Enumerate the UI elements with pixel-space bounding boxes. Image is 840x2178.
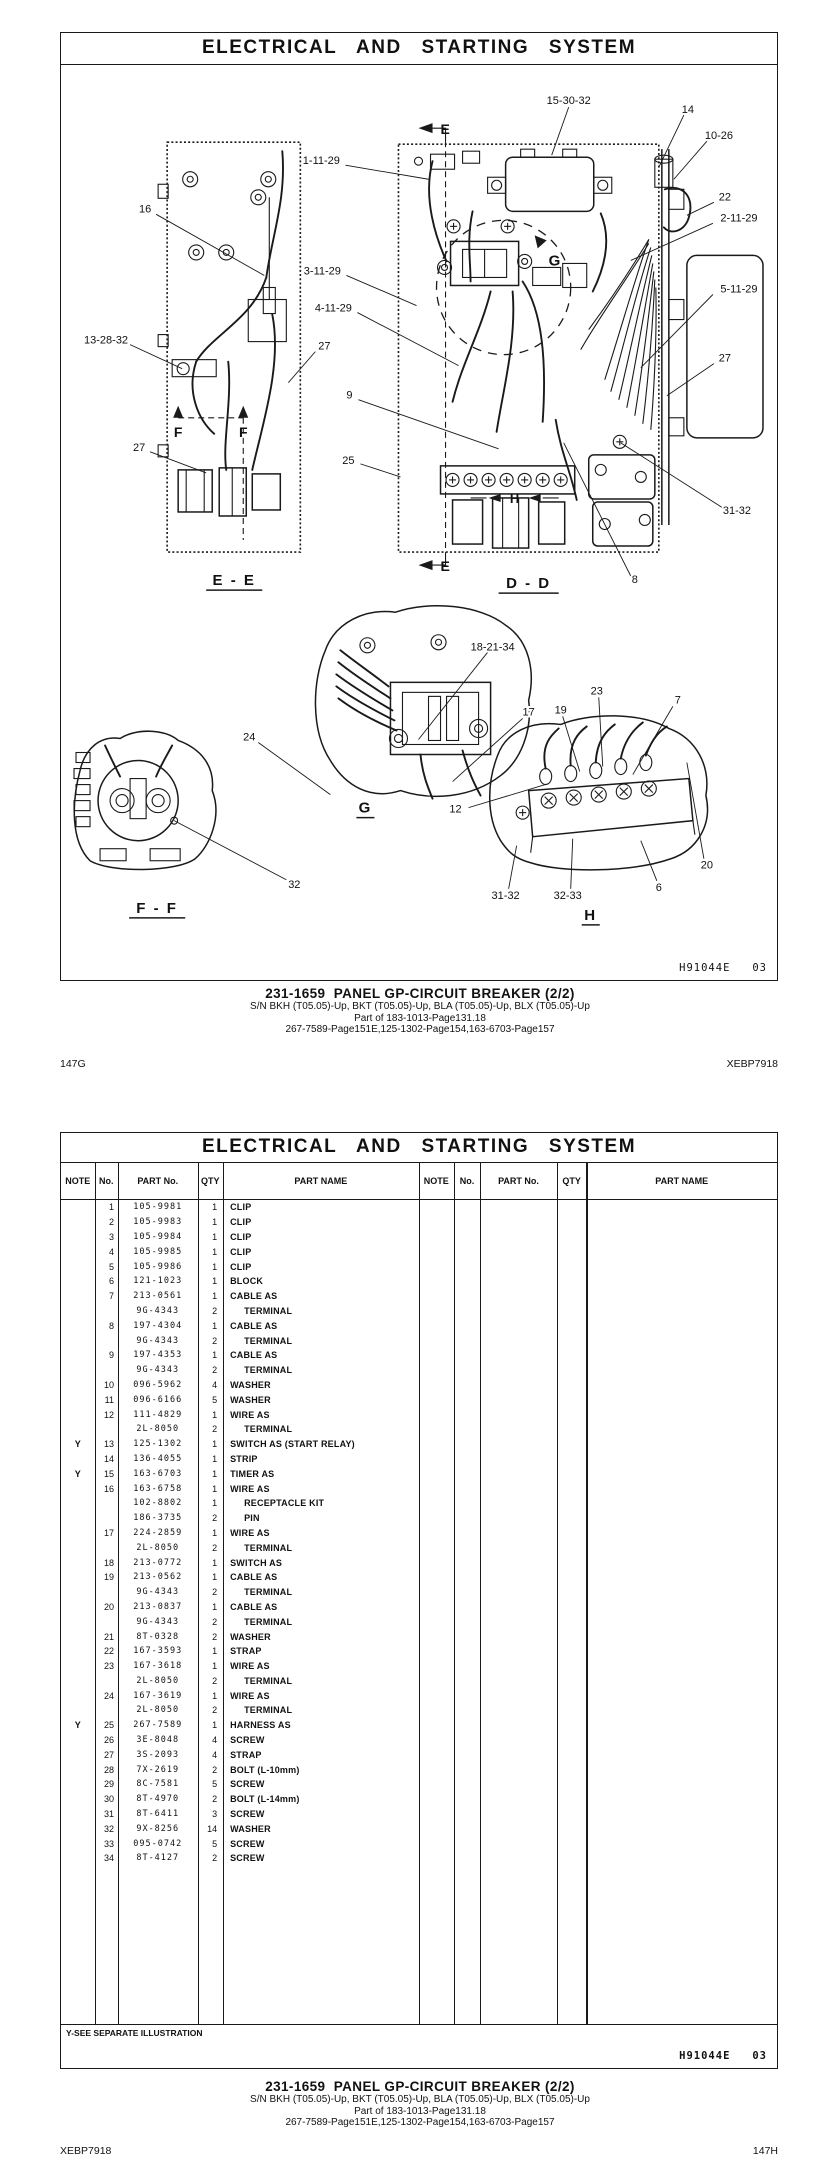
view-g <box>315 606 531 799</box>
table-row: 31 8T-6411 3 SCREW <box>103 1809 265 1820</box>
callout: 31-32 <box>722 504 752 517</box>
table-row: 1 105-9981 1 CLIP <box>108 1202 252 1213</box>
table-row: 2L-8050 2 TERMINAL <box>136 1705 293 1716</box>
col-header-qty2: QTY <box>562 1176 581 1186</box>
detail-g-circle <box>437 220 571 354</box>
callout: 13-28-32 <box>84 334 129 347</box>
section-arrow-f-left <box>173 406 183 418</box>
view-e-e <box>158 142 300 552</box>
view-label-e-e: E - E <box>212 572 256 590</box>
detail-arrow-h-right <box>529 494 541 502</box>
caption-serial: S/N BKH (T05.05)-Up, BKT (T05.05)-Up, BLA (T05.05)-Up, BLX (T05.05)-Up <box>250 1001 590 1012</box>
callout: 3-11-29 <box>303 265 341 278</box>
table-row: 29 8C-7581 5 SCREW <box>103 1779 265 1790</box>
section-letter-e: E <box>440 121 450 138</box>
callout: 10-26 <box>704 130 733 143</box>
detail-letter-g: G <box>548 252 561 270</box>
circuit-breaker-panel-diagram <box>61 65 777 980</box>
table-row: 9G-4343 2 TERMINAL <box>136 1587 293 1598</box>
table-row: 8 197-4304 1 CABLE AS <box>108 1320 278 1331</box>
callout: 2-11-29 <box>720 212 758 225</box>
table-row: 33 095-0742 5 SCREW <box>103 1838 265 1849</box>
table-row: 2L-8050 2 TERMINAL <box>136 1424 293 1435</box>
callout: 9 <box>346 389 353 402</box>
table-row: 7 213-0561 1 CABLE AS <box>108 1291 278 1302</box>
doc-code-left: XEBP7918 <box>60 2145 112 2157</box>
col-header-note2: NOTE <box>423 1176 449 1186</box>
table-row: 18 213-0772 1 SWITCH AS <box>103 1557 283 1568</box>
page2-caption <box>0 2079 840 2129</box>
view-label-h: H <box>584 906 598 924</box>
callout: 5-11-29 <box>720 283 758 296</box>
view-label-f-f: F - F <box>136 899 178 917</box>
caption-refs: 267-7589-Page151E,125-1302-Page154,163-6703-Page157 <box>285 1024 555 1035</box>
table-row: Y 25 267-7589 1 HARNESS AS <box>74 1720 291 1731</box>
doc-code-right: XEBP7918 <box>726 1058 778 1070</box>
caption-title: 231-1659 PANEL GP-CIRCUIT BREAKER (2/2) <box>265 986 575 1001</box>
table-row: 9G-4343 2 TERMINAL <box>136 1335 293 1346</box>
callout: 19 <box>554 704 567 717</box>
plate-code-page1: H91044E 03 <box>679 962 767 974</box>
callout: 20 <box>700 859 714 872</box>
callout: 7 <box>674 694 681 707</box>
col-header-qty: QTY <box>201 1176 220 1186</box>
table-row: 6 121-1023 1 BLOCK <box>108 1276 264 1287</box>
table-row: 5 105-9986 1 CLIP <box>108 1261 252 1272</box>
callout: 12 <box>449 803 462 816</box>
caption-partof: Part of 183-1013-Page131.18 <box>354 1012 486 1024</box>
table-row: 11 096-6166 5 WASHER <box>104 1394 271 1405</box>
col-header-no: No. <box>99 1176 114 1186</box>
table-row: 16 163-6758 1 WIRE AS <box>103 1483 270 1494</box>
callout: 18-21-34 <box>470 641 515 654</box>
view-label-d-d: D - D <box>506 575 552 593</box>
table-row: 9 197-4353 1 CABLE AS <box>108 1350 278 1361</box>
page1-caption <box>0 986 840 1036</box>
parts-table-body <box>61 1200 777 2024</box>
table-row: 3 105-9984 1 CLIP <box>108 1231 252 1242</box>
section-arrow-e-bottom <box>418 560 432 570</box>
callout: 31-32 <box>491 889 520 902</box>
callout: 15-30-32 <box>546 95 591 108</box>
wire-harness <box>581 239 656 429</box>
col-header-name: PART NAME <box>294 1176 348 1186</box>
table-row: 21 8T-0328 2 WASHER <box>103 1631 271 1642</box>
page2-footer <box>60 2145 778 2157</box>
table-row: 17 224-2859 1 WIRE AS <box>103 1527 270 1538</box>
callout: 27 <box>132 441 146 454</box>
section-letter-f: F <box>238 423 248 440</box>
view-h <box>490 716 708 870</box>
callout: 4-11-29 <box>314 302 352 315</box>
col-header-no2: No. <box>459 1176 475 1186</box>
plate-code-page2: H91044E 03 <box>679 2050 767 2062</box>
callout: 27 <box>318 340 331 353</box>
section-letter-e: E <box>440 558 450 575</box>
callout: 6 <box>655 881 662 894</box>
detail-arrow-g <box>535 235 547 248</box>
table-footnote-row <box>61 2024 777 2068</box>
table-row: Y 15 163-6703 1 TIMER AS <box>74 1468 275 1479</box>
view-labels <box>129 572 600 925</box>
page-number-left: 147G <box>60 1058 86 1070</box>
callout: 23 <box>590 685 603 698</box>
col-header-part: PART No. <box>137 1176 179 1186</box>
callout: 16 <box>138 203 152 216</box>
table-row: 9G-4343 2 TERMINAL <box>136 1616 293 1627</box>
table-row: 19 213-0562 1 CABLE AS <box>103 1572 278 1583</box>
callout: 25 <box>342 454 355 467</box>
table-row: 9G-4343 2 TERMINAL <box>136 1305 293 1316</box>
relay-box <box>506 157 594 211</box>
table-row: 23 167-3618 1 WIRE AS <box>103 1661 270 1672</box>
caption-partof: Part of 183-1013-Page131.18 <box>354 2105 486 2117</box>
table-row: 14 136-4055 1 STRIP <box>103 1453 258 1464</box>
view-f-f <box>74 731 216 869</box>
table-row: 12 111-4829 1 WIRE AS <box>103 1409 270 1420</box>
table-row: 30 8T-4970 2 BOLT (L-14mm) <box>103 1794 300 1805</box>
detail-letter-h: H <box>509 490 520 506</box>
table-row: 32 9X-8256 14 WASHER <box>103 1823 271 1834</box>
table-row: 2L-8050 2 TERMINAL <box>136 1675 293 1686</box>
table-row: 4 105-9985 1 CLIP <box>108 1246 252 1257</box>
page2-sheet <box>60 1132 778 2069</box>
table-row: 20 213-0837 1 CABLE AS <box>103 1601 278 1612</box>
caption-serial: S/N BKH (T05.05)-Up, BKT (T05.05)-Up, BLA (T05.05)-Up, BLX (T05.05)-Up <box>250 2094 590 2105</box>
table-row: Y 13 125-1302 1 SWITCH AS (START RELAY) <box>74 1439 355 1450</box>
page1-sheet <box>60 32 778 981</box>
table-row: 26 3E-8048 4 SCREW <box>103 1735 265 1746</box>
col-header-name2: PART NAME <box>655 1176 709 1186</box>
callout: 27 <box>718 352 732 365</box>
callout: 1-11-29 <box>302 155 340 168</box>
col-header-note: NOTE <box>65 1176 91 1186</box>
table-row: 186-3735 2 PIN <box>133 1513 260 1524</box>
callout: 24 <box>243 731 256 744</box>
table-row: 2L-8050 2 TERMINAL <box>136 1542 293 1553</box>
table-row: 27 3S-2093 4 STRAP <box>103 1749 262 1760</box>
table-row: 102-8802 1 RECEPTACLE KIT <box>133 1498 325 1509</box>
view-label-g: G <box>358 799 373 817</box>
page-number-right: 147H <box>752 2145 778 2157</box>
table-row: 24 167-3619 1 WIRE AS <box>103 1690 270 1701</box>
page1-footer <box>60 1058 778 1070</box>
table-row: 28 7X-2619 2 BOLT (L-10mm) <box>103 1764 300 1775</box>
view-d-d <box>398 121 763 574</box>
section-arrow-e-top <box>418 123 432 133</box>
table-row: 2 105-9983 1 CLIP <box>108 1217 252 1228</box>
callout: 17 <box>522 706 535 719</box>
table-row: 22 167-3593 1 STRAP <box>103 1646 262 1657</box>
callout: 14 <box>681 104 694 117</box>
col-header-part2: PART No. <box>498 1176 539 1186</box>
parts-table-header <box>61 1163 777 1200</box>
callout: 22 <box>718 191 732 204</box>
page2-title: ELECTRICAL AND STARTING SYSTEM <box>61 1133 777 1163</box>
footnote-text: Y-SEE SEPARATE ILLUSTRATION <box>66 2028 203 2038</box>
table-row: 34 8T-4127 2 SCREW <box>103 1853 265 1864</box>
table-row: 9G-4343 2 TERMINAL <box>136 1365 293 1376</box>
callout: 32 <box>288 878 301 891</box>
callout: 32-33 <box>553 889 582 902</box>
caption-refs: 267-7589-Page151E,125-1302-Page154,163-6703-Page157 <box>285 2117 555 2128</box>
section-arrow-f-right <box>238 406 248 418</box>
table-row: 10 096-5962 4 WASHER <box>103 1379 271 1390</box>
page1-title: ELECTRICAL AND STARTING SYSTEM <box>61 33 777 65</box>
callout: 8 <box>631 574 638 587</box>
section-letter-f: F <box>173 423 183 440</box>
caption-title: 231-1659 PANEL GP-CIRCUIT BREAKER (2/2) <box>265 2079 575 2094</box>
